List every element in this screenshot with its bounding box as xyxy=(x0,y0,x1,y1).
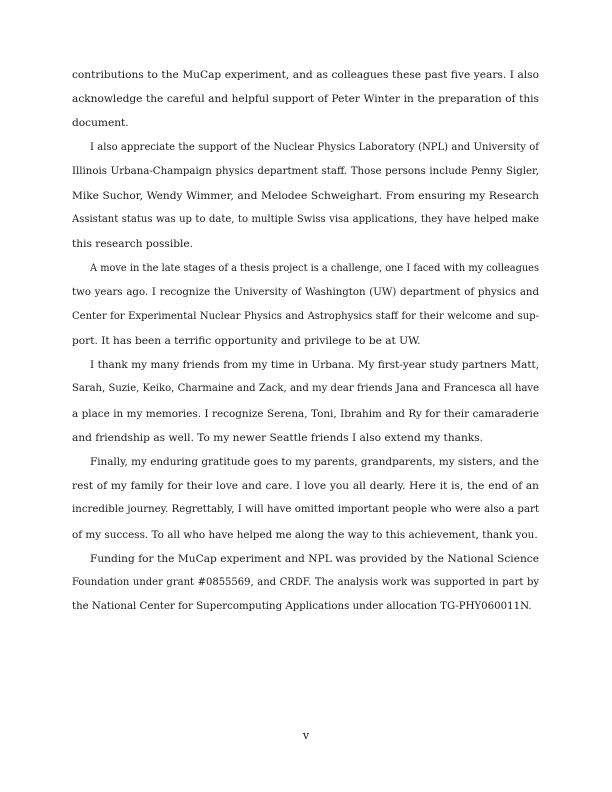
text-line: two years ago. I recognize the University of Washington (UW) department of physics and xyxy=(72,286,539,298)
acknowledgements-body xyxy=(72,63,539,619)
text-line: port. It has been a terrific opportunity and privilege to be at UW. xyxy=(72,335,421,348)
paragraph-p2 xyxy=(72,136,539,257)
text-line: contributions to the MuCap experiment, and as colleagues these past five years. I also xyxy=(72,69,539,81)
text-line: a place in my memories. I recognize Serena, Toni, Ibrahim and Ry for their camaraderie xyxy=(72,407,539,420)
text-line: the National Center for Supercomputing Applications under allocation TG-PHY060011N. xyxy=(72,601,532,613)
paragraph-p6 xyxy=(72,547,539,620)
text-line: incredible journey. Regrettably, I will have omitted important people who were also a part xyxy=(72,504,539,516)
text-line: Sarah, Suzie, Keiko, Charmaine and Zack, and my dear friends Jana and Francesca all have xyxy=(72,383,539,395)
text-line: Funding for the MuCap experiment and NPL was provided by the National Science xyxy=(90,552,539,565)
text-line: Assistant status was up to date, to multiple Swiss visa applications, they have helped make xyxy=(72,214,539,226)
text-line: Finally, my enduring gratitude goes to my parents, grandparents, my sisters, and the xyxy=(90,456,539,468)
text-line: and friendship as well. To my newer Seattle friends I also extend my thanks. xyxy=(72,431,483,444)
text-line: I also appreciate the support of the Nuclear Physics Laboratory (NPL) and University of xyxy=(90,141,539,153)
text-line: I thank my many friends from my time in Urbana. My first-year study partners Matt, xyxy=(90,359,539,372)
text-line: of my success. To all who have helped me along the way to this achievement, thank you. xyxy=(72,528,538,541)
text-line: Mike Suchor, Wendy Wimmer, and Melodee Schweighart. From ensuring my Research xyxy=(72,189,539,202)
text-line: Illinois Urbana-Champaign physics department staff. Those persons include Penny Sigler, xyxy=(72,165,539,177)
text-line: acknowledge the careful and helpful support of Peter Winter in the preparation of this xyxy=(72,93,539,106)
paragraph-p3 xyxy=(72,257,539,354)
text-line: this research possible. xyxy=(72,238,194,251)
text-line: Center for Experimental Nuclear Physics and Astrophysics staff for their welcome and sup- xyxy=(72,310,539,322)
text-line: document. xyxy=(72,117,129,130)
text-line: Foundation under grant #0855569, and CRDF. The analysis work was supported in part by xyxy=(72,576,539,588)
paragraph-p4 xyxy=(72,353,539,450)
paragraph-p1 xyxy=(72,63,539,136)
page-number: v xyxy=(302,729,310,742)
paragraph-p5 xyxy=(72,450,539,547)
text-line: rest of my family for their love and care. I love you all dearly. Here it is, the end of an xyxy=(72,480,539,493)
text-line: A move in the late stages of a thesis project is a challenge, one I faced with my colleagues xyxy=(90,262,539,274)
